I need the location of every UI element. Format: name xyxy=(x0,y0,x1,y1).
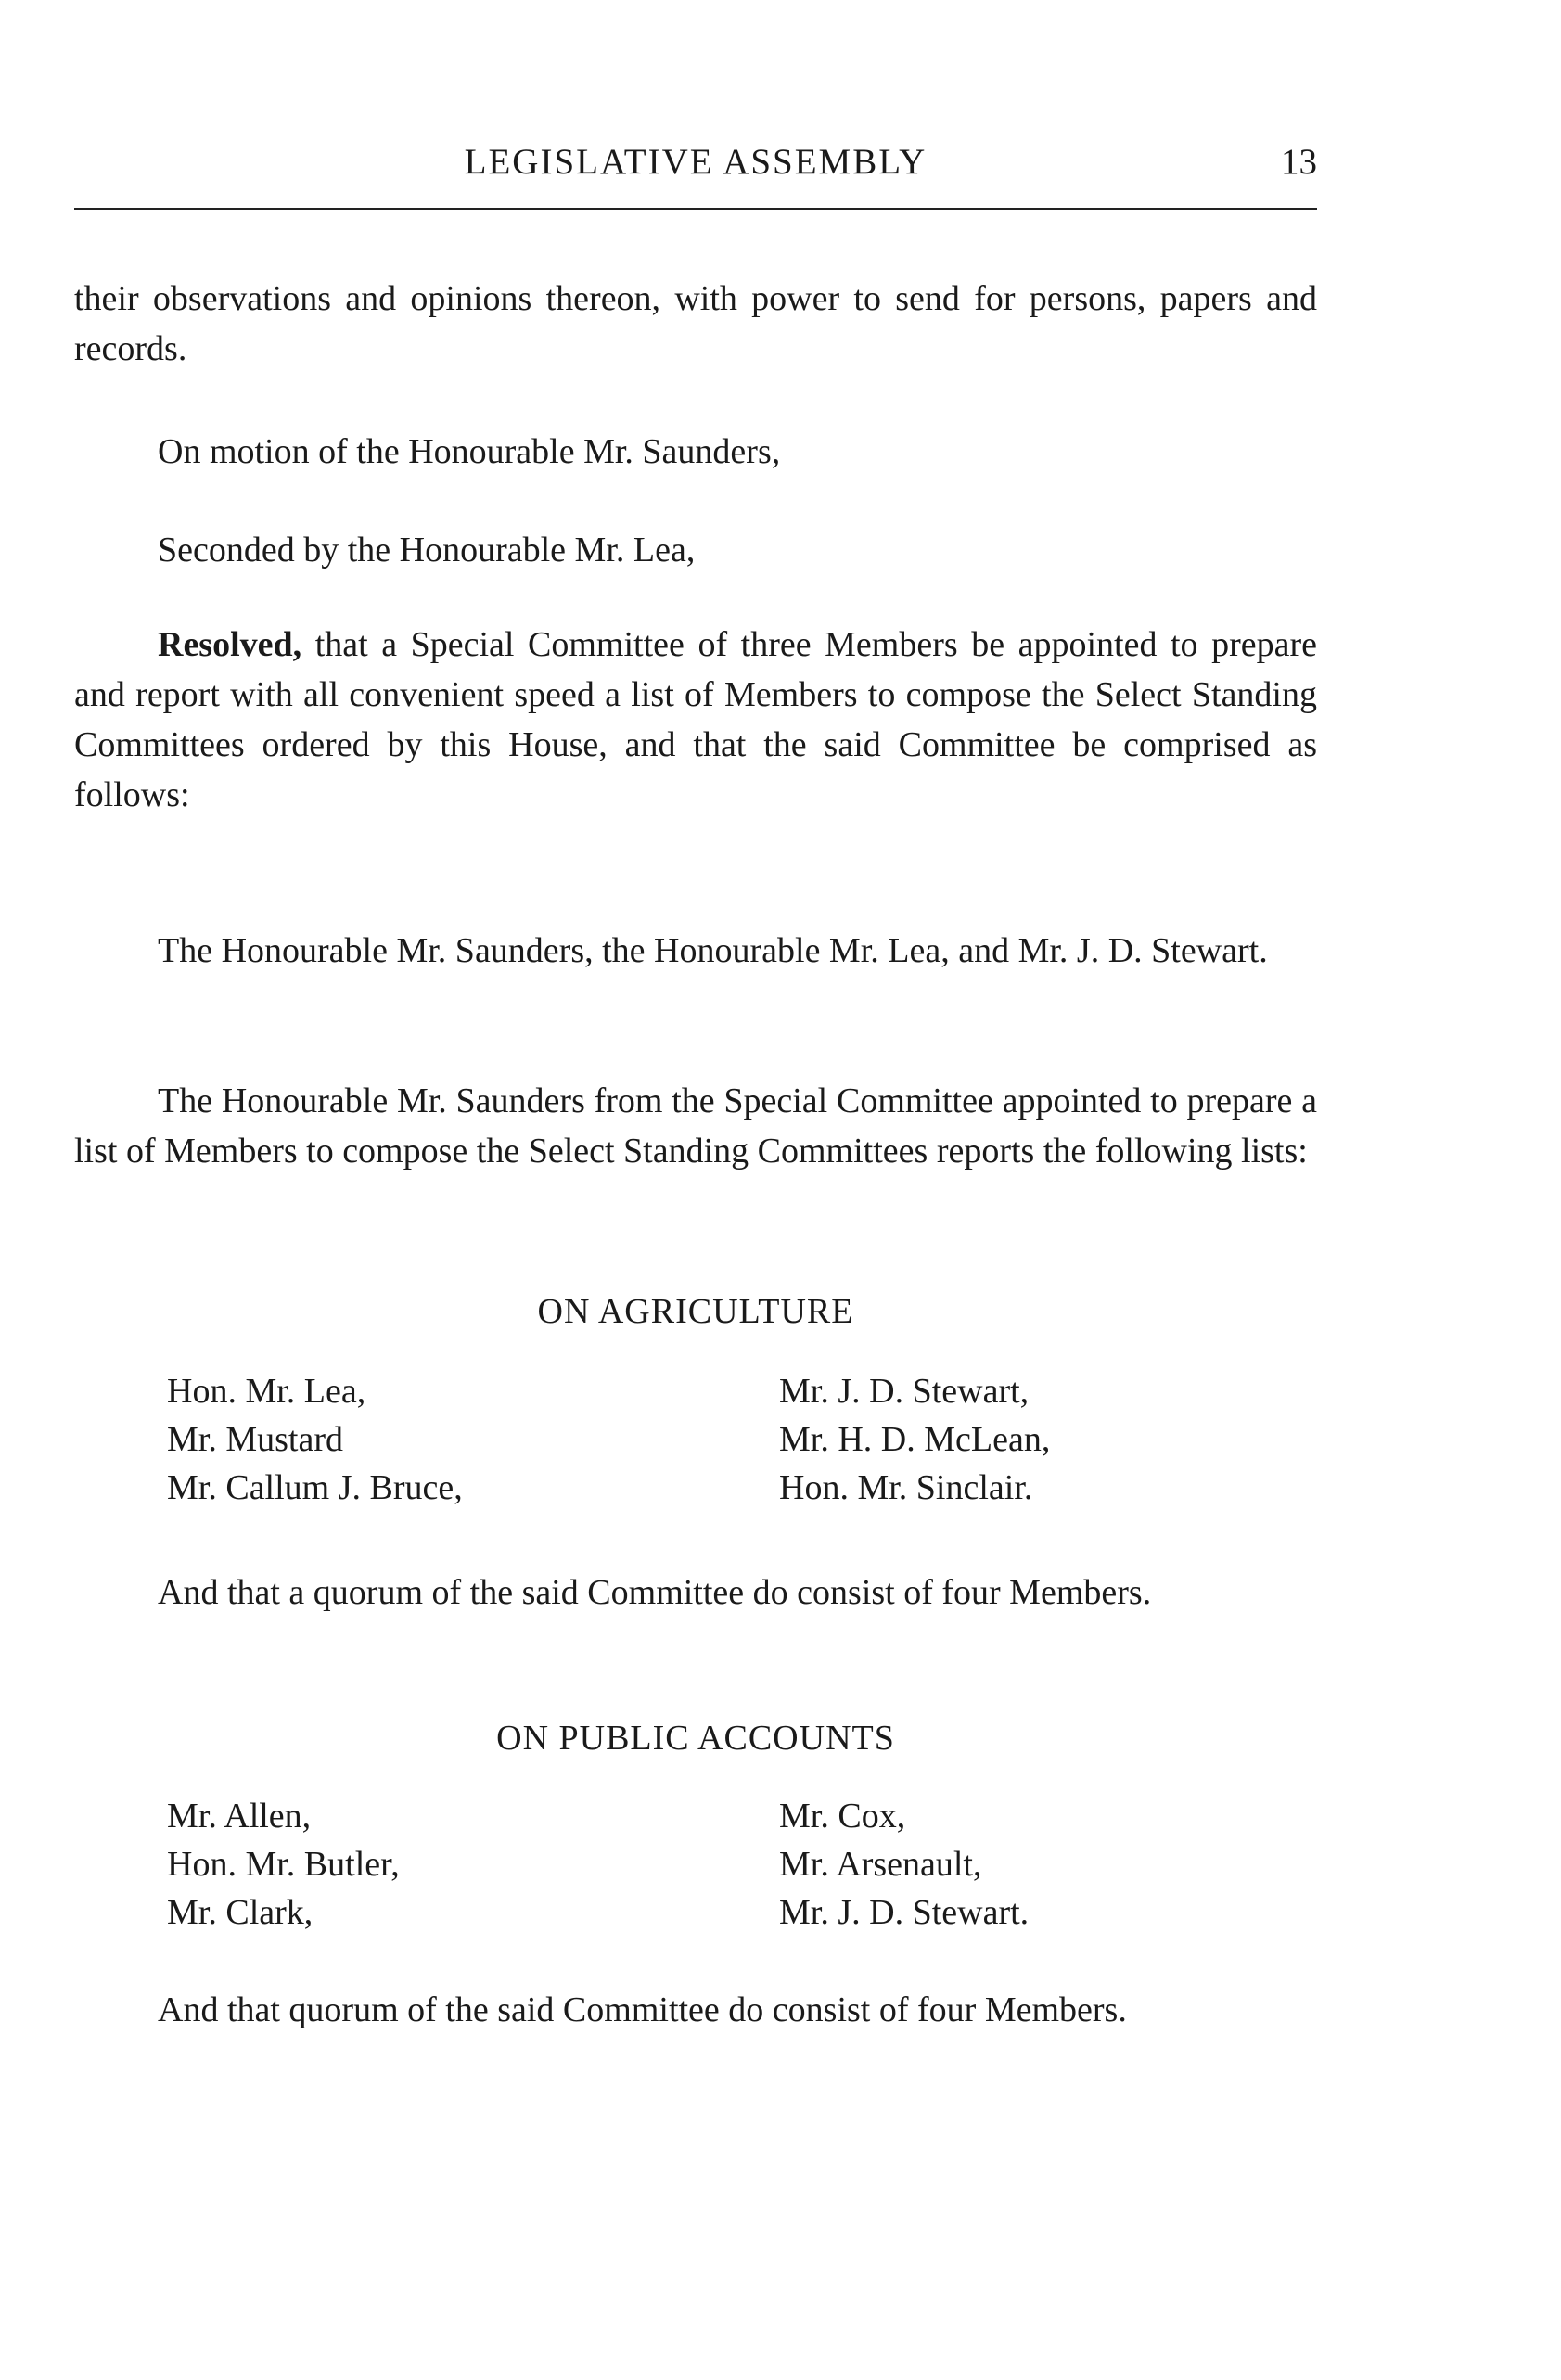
header-rule xyxy=(74,208,1317,210)
resolution-text: that a Special Committee of three Members be appointed to prepare and report with all convenient speed a list of Members to compose the Select Standing Committees ordered by this House, and that the said Committee be comprised as follows: xyxy=(74,625,1317,814)
committee-member-list-agriculture xyxy=(167,1367,1224,1516)
quorum-agriculture: And that a quorum of the said Committee do consist of four Members. xyxy=(158,1573,1152,1612)
member-name: Mr. Callum J. Bruce, xyxy=(167,1468,463,1507)
member-name: Hon. Mr. Lea, xyxy=(167,1372,366,1411)
quorum-public-accounts: And that quorum of the said Committee do consist of four Members. xyxy=(158,1990,1127,2029)
member-name: Hon. Mr. Butler, xyxy=(167,1845,400,1884)
member-name: Mr. Clark, xyxy=(167,1893,313,1932)
committee-member-list-public-accounts xyxy=(167,1792,1224,1940)
member-name: Mr. J. D. Stewart, xyxy=(779,1372,1030,1411)
paragraph-seconded: Seconded by the Honourable Mr. Lea, xyxy=(158,531,696,569)
paragraph-continuation: their observations and opinions thereon, with power to send for persons, papers and records. xyxy=(74,279,1317,368)
committee-heading-agriculture: ON AGRICULTURE xyxy=(537,1292,854,1331)
member-column-left xyxy=(167,1792,400,1937)
member-column-right xyxy=(779,1367,1050,1512)
paragraph-report: The Honourable Mr. Saunders from the Special Committee appointed to prepare a list of Members to compose the Select Standing Committees reports the following lists: xyxy=(74,1081,1317,1171)
paragraph-motion: On motion of the Honourable Mr. Saunders, xyxy=(158,432,781,471)
member-name: Mr. J. D. Stewart. xyxy=(779,1893,1030,1932)
page-number: 13 xyxy=(1281,142,1317,182)
running-title: LEGISLATIVE ASSEMBLY xyxy=(464,142,928,182)
resolved-label: Resolved, xyxy=(158,625,302,664)
member-column-left xyxy=(167,1367,463,1512)
member-name: Mr. H. D. McLean, xyxy=(779,1420,1051,1459)
member-name: Mr. Allen, xyxy=(167,1797,312,1836)
member-name: Hon. Mr. Sinclair. xyxy=(779,1468,1033,1507)
member-name: Mr. Arsenault, xyxy=(779,1845,982,1884)
member-column-right xyxy=(779,1792,1029,1937)
committee-heading-public-accounts: ON PUBLIC ACCOUNTS xyxy=(496,1719,895,1758)
paragraph-resolution xyxy=(74,620,1317,820)
paragraph-committee-members: The Honourable Mr. Saunders, the Honourable Mr. Lea, and Mr. J. D. Stewart. xyxy=(158,931,1268,970)
page-header xyxy=(74,141,1317,197)
member-name: Mr. Cox, xyxy=(779,1797,906,1836)
member-name: Mr. Mustard xyxy=(167,1420,343,1459)
